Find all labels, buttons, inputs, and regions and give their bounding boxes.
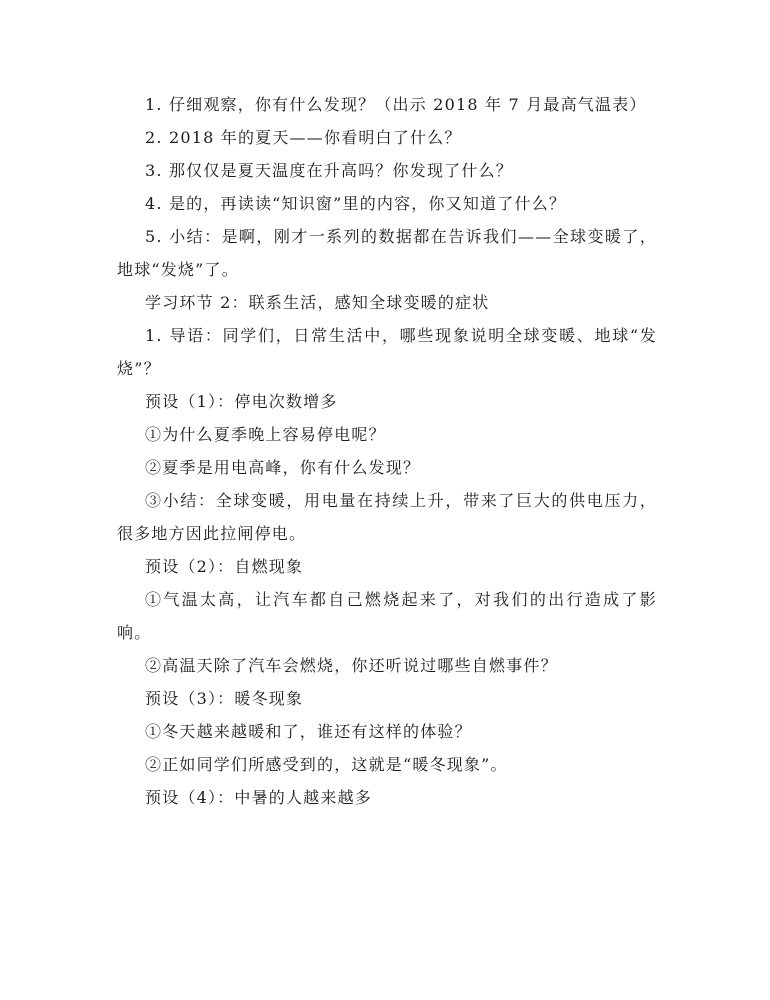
preset-1-item-1: ①为什么夏季晚上容易停电呢？: [145, 425, 386, 444]
section-heading-2: 学习环节 2：联系生活，感知全球变暖的症状: [145, 293, 490, 312]
preset-2-item-1: ①气温太高，让汽车都自己燃烧起来了，对我们的出行造成了影响。: [117, 590, 657, 642]
paragraph-step-5-summary: 5. 小结：是啊，刚才一系列的数据都在告诉我们——全球变暖了，地球“发烧”了。: [117, 227, 657, 279]
preset-2-heading: 预设（2）：自燃现象: [145, 557, 304, 576]
paragraph-step-3: 3. 那仅仅是夏天温度在升高吗？你发现了什么？: [145, 161, 513, 180]
paragraph-intro-question: 1. 导语：同学们，日常生活中，哪些现象说明全球变暖、地球“发烧”？: [117, 326, 657, 378]
preset-1-heading: 预设（1）：停电次数增多: [145, 392, 338, 411]
preset-1-item-2: ②夏季是用电高峰，你有什么发现？: [145, 458, 421, 477]
preset-3-item-2: ②正如同学们所感受到的，这就是“暖冬现象”。: [145, 755, 508, 774]
paragraph-step-1: 1. 仔细观察，你有什么发现？（出示 2018 年 7 月最高气温表）: [145, 95, 647, 114]
document-body: [117, 88, 657, 814]
paragraph-step-2: 2. 2018 年的夏天——你看明白了什么？: [145, 128, 462, 147]
paragraph-step-4: 4. 是的，再读读“知识窗”里的内容，你又知道了什么？: [145, 194, 567, 213]
preset-3-heading: 预设（3）：暖冬现象: [145, 689, 304, 708]
preset-4-heading: 预设（4）：中暑的人越来越多: [145, 788, 372, 807]
preset-3-item-1: ①冬天越来越暖和了，谁还有这样的体验？: [145, 722, 472, 741]
preset-2-item-2: ②高温天除了汽车会燃烧，你还听说过哪些自燃事件？: [145, 656, 558, 675]
preset-1-item-3: ③小结：全球变暖，用电量在持续上升，带来了巨大的供电压力，很多地方因此拉闸停电。: [117, 491, 657, 543]
